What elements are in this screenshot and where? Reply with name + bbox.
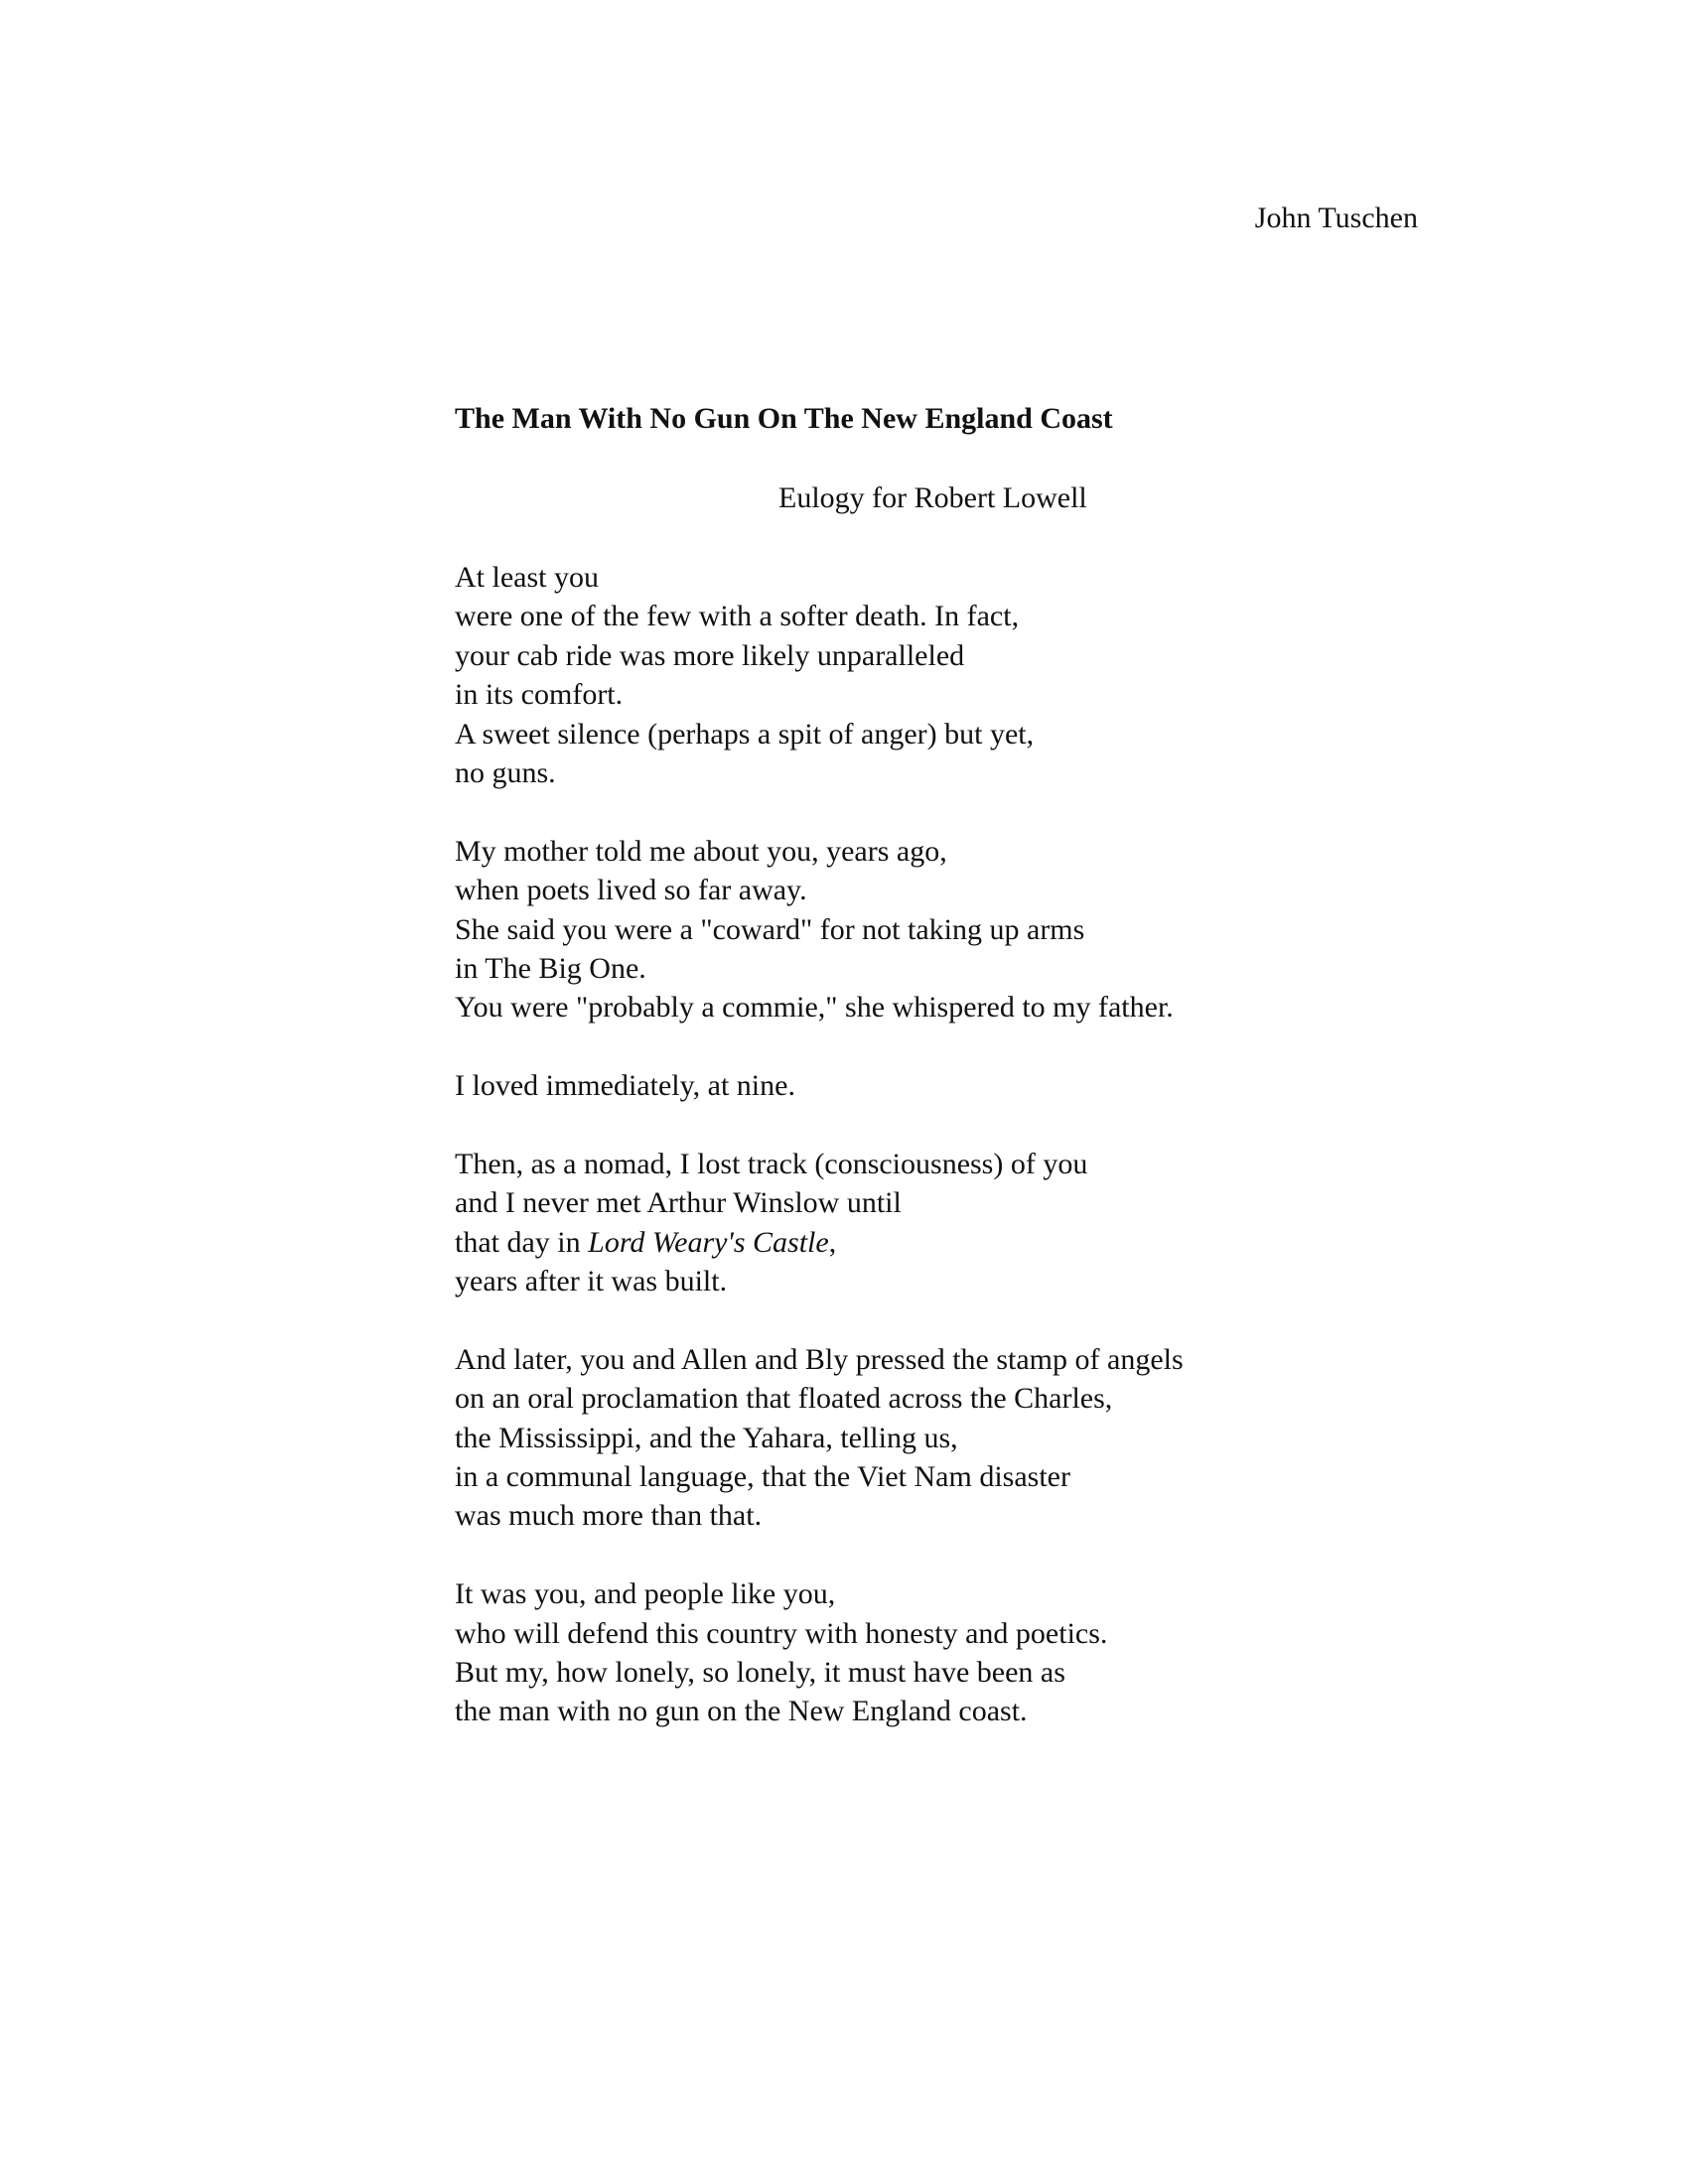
poem-line: in The Big One. <box>455 951 646 985</box>
poem-line: was much more than that. <box>455 1499 763 1533</box>
stanza-3 <box>455 1066 1184 1105</box>
poem-line: years after it was built. <box>455 1265 728 1298</box>
stanza-1 <box>455 558 1184 792</box>
poem-line: My mother told me about you, years ago, <box>455 834 947 868</box>
poem-line: and I never met Arthur Winslow until <box>455 1186 902 1220</box>
poem-dedication: Eulogy for Robert Lowell <box>778 481 1087 514</box>
poem-line: A sweet silence (perhaps a spit of anger) but yet, <box>455 717 1035 751</box>
stanza-2 <box>455 832 1184 1027</box>
poem-line: At least you <box>455 561 599 594</box>
poem-line-with-italic-title <box>455 1223 1184 1262</box>
poem-line: She said you were a "coward" for not taking up arms <box>455 912 1085 946</box>
poem-line: no guns. <box>455 755 556 789</box>
stanza-5 <box>455 1340 1184 1536</box>
poem-line: But my, how lonely, so lonely, it must have been as <box>455 1655 1065 1689</box>
poem-line: And later, you and Allen and Bly pressed the stamp of angels <box>455 1342 1184 1376</box>
poem-line: in its comfort. <box>455 678 624 712</box>
book-title-italic: Lord Weary's Castle <box>588 1225 829 1259</box>
poem-line: Then, as a nomad, I lost track (consciousness) of you <box>455 1147 1088 1180</box>
poem-line: on an oral proclamation that floated across the Charles, <box>455 1382 1113 1416</box>
poem-line: when poets lived so far away. <box>455 874 807 907</box>
poem-line: You were "probably a commie," she whispered to my father. <box>455 991 1174 1024</box>
stanza-6 <box>455 1574 1184 1731</box>
poem-line: your cab ride was more likely unparalleled <box>455 638 965 672</box>
author-name: John Tuschen <box>1254 202 1418 234</box>
poem-line-prefix: that day in <box>455 1225 589 1259</box>
poem-line-suffix: , <box>828 1225 837 1259</box>
poem-title: The Man With No Gun On The New England Coast <box>455 402 1113 435</box>
stanza-4 <box>455 1145 1184 1301</box>
poem-body <box>455 558 1184 1731</box>
poem-line: the Mississippi, and the Yahara, telling us, <box>455 1421 958 1454</box>
poem-line: were one of the few with a softer death. In fact, <box>455 600 1020 633</box>
poem-line: the man with no gun on the New England coast. <box>455 1695 1028 1728</box>
poem-line: I loved immediately, at nine. <box>455 1069 795 1103</box>
poem-line: It was you, and people like you, <box>455 1577 836 1611</box>
poem-line: who will defend this country with honesty and poetics. <box>455 1616 1108 1650</box>
poem-line: in a communal language, that the Viet Nam disaster <box>455 1459 1070 1493</box>
